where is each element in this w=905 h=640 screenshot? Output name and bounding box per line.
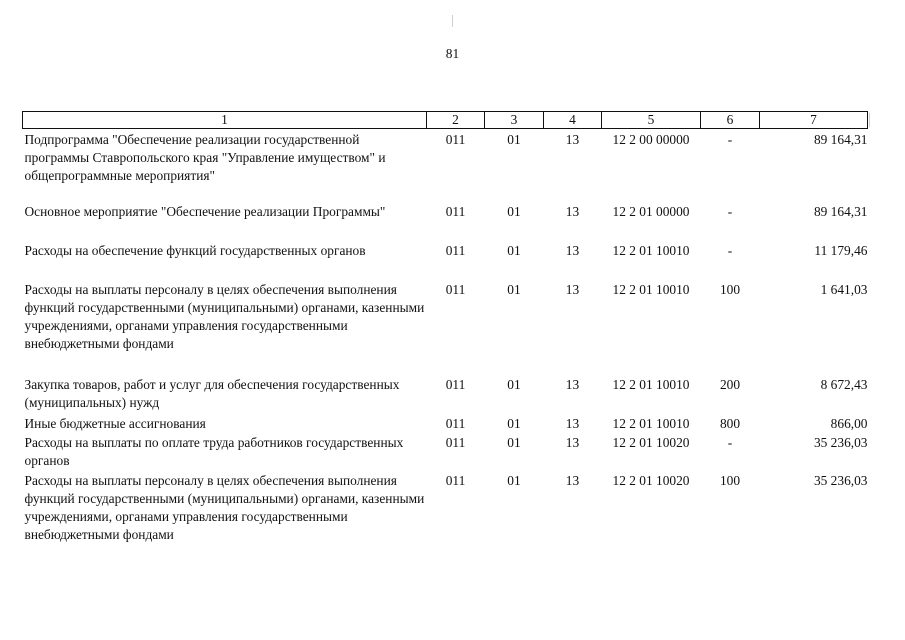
row-target-article: 12 2 01 10010 (612, 281, 690, 297)
table-row (23, 434, 868, 472)
row-expense-type: - (727, 242, 733, 258)
row-name: Иные бюджетные ассигнования (24, 415, 206, 431)
row-amount: 1 641,03 (820, 281, 868, 297)
row-section: 01 (507, 242, 521, 258)
budget-table (22, 111, 868, 548)
table-row (23, 129, 868, 203)
row-subsection: 13 (565, 472, 580, 488)
row-amount: 89 164,31 (813, 132, 868, 147)
row-expense-type: 100 (719, 472, 741, 488)
row-section: 01 (507, 376, 521, 392)
column-header: 4 (544, 112, 602, 129)
row-name: Подпрограмма "Обеспечение реализации государственной программы Ставропольского края "Управление имуществом" и общепрограммные мероприятия" (24, 132, 386, 183)
row-expense-type: 800 (719, 415, 741, 431)
row-section: 01 (507, 434, 521, 450)
row-subsection: 13 (565, 376, 580, 392)
page-number: 81 (445, 46, 460, 61)
column-header: 7 (760, 112, 868, 129)
column-header-row (23, 112, 868, 129)
column-header: 3 (485, 112, 544, 129)
row-target-article: 12 2 01 00000 (612, 203, 690, 219)
table-row (23, 203, 868, 242)
row-name: Закупка товаров, работ и услуг для обеспечения государственных (муниципальных) нужд (24, 376, 400, 410)
row-code: 011 (445, 434, 466, 450)
table-row (23, 472, 868, 548)
table-row (23, 242, 868, 281)
row-subsection: 13 (565, 434, 580, 450)
row-code: 011 (445, 132, 466, 147)
row-amount: 35 236,03 (813, 472, 868, 488)
row-code: 011 (445, 203, 466, 219)
row-section: 01 (507, 281, 521, 297)
column-header: 1 (23, 112, 427, 129)
row-expense-type: - (727, 203, 733, 219)
row-name: Расходы на обеспечение функций государственных органов (24, 242, 366, 258)
row-amount: 89 164,31 (813, 203, 868, 219)
row-target-article: 12 2 01 10010 (612, 415, 690, 431)
table-row (23, 376, 868, 415)
row-section: 01 (507, 415, 521, 431)
row-subsection: 13 (565, 203, 580, 219)
row-expense-type: - (727, 434, 733, 450)
row-amount: 11 179,46 (814, 242, 868, 258)
column-header: 5 (602, 112, 701, 129)
row-name: Основное мероприятие "Обеспечение реализации Программы" (24, 203, 386, 219)
row-name: Расходы на выплаты персоналу в целях обеспечения выполнения функций государственными (муниципальными) органами, казенными учреждениями, органами управления государственными внебюджетными фондами (24, 472, 425, 542)
row-code: 011 (445, 281, 466, 297)
row-amount: 8 672,43 (820, 376, 868, 392)
row-section: 01 (507, 132, 521, 147)
table-row (23, 415, 868, 434)
table-row (23, 281, 868, 376)
row-code: 011 (445, 472, 466, 488)
row-name: Расходы на выплаты по оплате труда работников государственных органов (24, 434, 404, 468)
row-expense-type: - (727, 132, 733, 147)
row-target-article: 12 2 01 10020 (612, 434, 690, 450)
row-subsection: 13 (565, 281, 580, 297)
row-code: 011 (445, 415, 466, 431)
row-amount: 866,00 (830, 415, 868, 431)
row-code: 011 (445, 242, 466, 258)
scan-mark (452, 15, 453, 27)
row-target-article: 12 2 01 10020 (612, 472, 690, 488)
row-target-article: 12 2 01 10010 (612, 376, 690, 392)
row-code: 011 (445, 376, 466, 392)
column-header: 6 (701, 112, 760, 129)
row-expense-type: 200 (719, 376, 741, 392)
row-subsection: 13 (565, 415, 580, 431)
row-expense-type: 100 (719, 281, 741, 297)
row-target-article: 12 2 00 00000 (612, 132, 690, 147)
row-section: 01 (507, 203, 521, 219)
row-subsection: 13 (565, 242, 580, 258)
row-amount: 35 236,03 (813, 434, 868, 450)
row-section: 01 (507, 472, 521, 488)
column-header: 2 (427, 112, 485, 129)
scan-mark-edge (869, 113, 870, 127)
row-target-article: 12 2 01 10010 (612, 242, 690, 258)
row-name: Расходы на выплаты персоналу в целях обеспечения выполнения функций государственными (муниципальными) органами, казенными учреждениями, органами управления государственными внебюджетными фондами (24, 281, 425, 351)
row-subsection: 13 (565, 132, 580, 147)
